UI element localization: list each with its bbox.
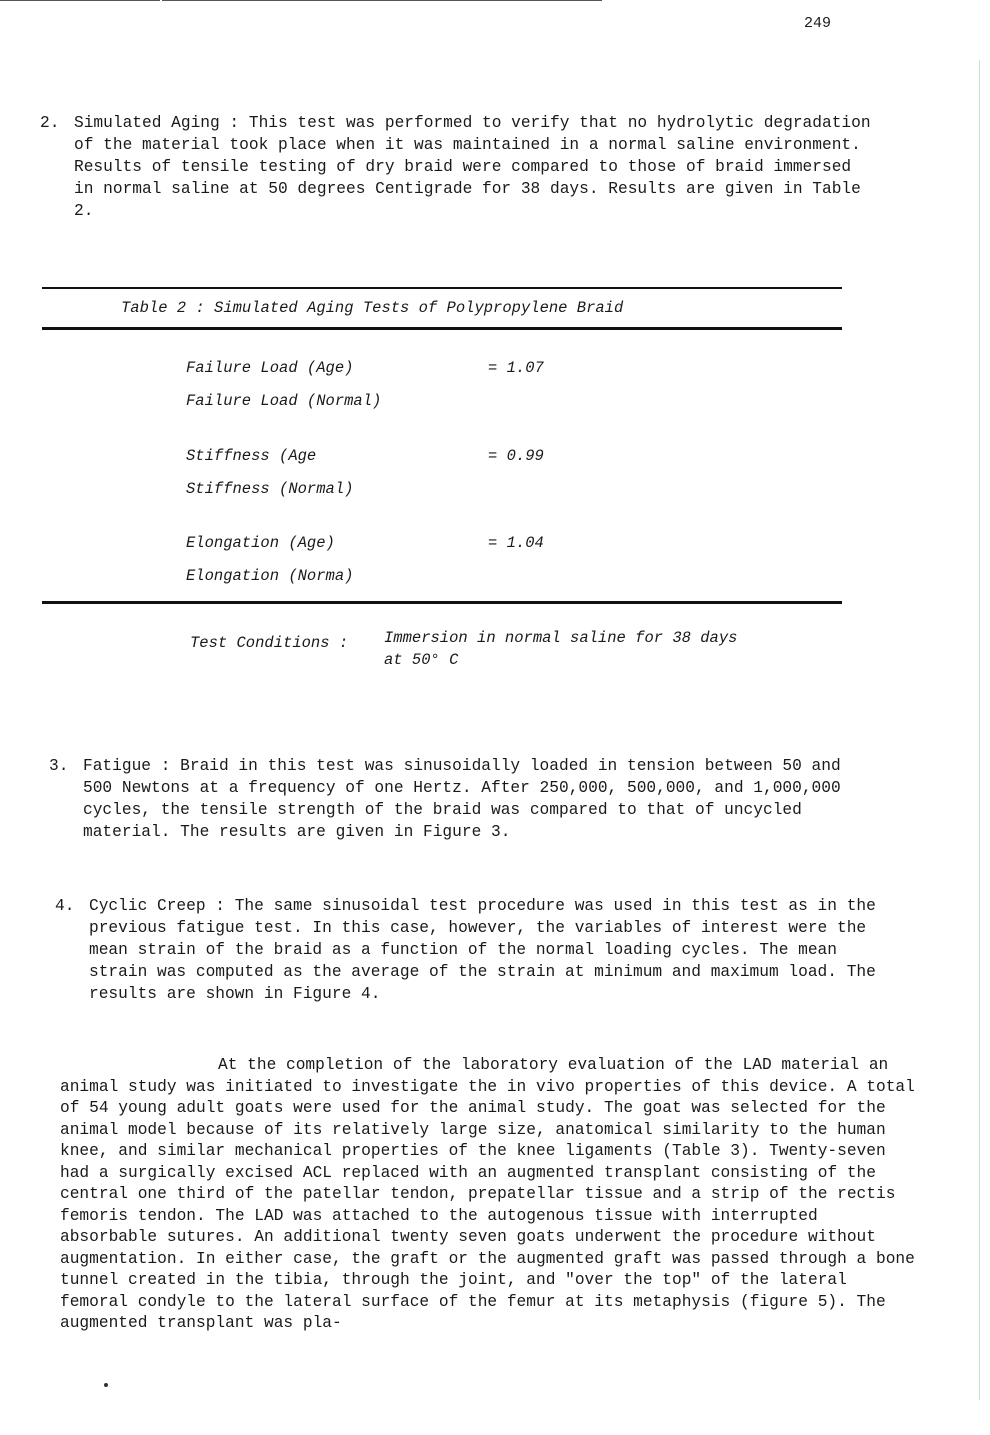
table-bottom-rule <box>42 601 842 604</box>
item-text: Cyclic Creep : The same sinusoidal test procedure was used in this test as in the previous fatigue test. In this case, however, the variables of interest were the mean strain of the braid as a function of the normal loading cycles. The mean strain was computed as the average of the strain at minimum and maximum load. The results are shown in Figure 4. <box>89 897 876 1003</box>
row-value: = 1.04 <box>488 534 544 552</box>
item-number: 2. <box>40 114 60 132</box>
table-header-rule <box>42 327 842 330</box>
item-simulated-aging <box>40 112 874 222</box>
item-text: Simulated Aging : This test was performed to verify that no hydrolytic degradation of the material took place when it was maintained in a normal saline environment. Results of tensile testing of dry braid were compared to those of braid immersed in normal saline at 50 degrees Centigrade for 38 days. Results are given in Table 2. <box>74 114 871 220</box>
body-paragraph: At the completion of the laboratory evaluation of the LAD material an animal study was initiated to investigate the in vivo properties of this device. A total of 54 young adult goats were used for the animal study. The goat was selected for the animal model because of its relatively large size, anatomical similarity to the human knee, and similar mechanical properties of the knee ligaments (Table 3). Twenty-seven had a surgically excised ACL replaced with an augmented transplant consisting of the central one third of the patellar tendon, prepatellar tissue and a strip of the rectis femoris tendon. The LAD was attached to the autogenous tissue with interrupted absorbable sutures. An additional twenty seven goats underwent the procedure without augmentation. In either case, the graft or the augmented graft was passed through a bone tunnel created in the tibia, through the joint, and "over the top" of the lateral femoral condyle to the lateral surface of the femur at its metaphysis (figure 5). The augmented transplant was pla- <box>60 1056 915 1332</box>
scan-edge-line <box>162 0 602 1</box>
item-number: 4. <box>55 897 75 915</box>
row-label: Stiffness (Age <box>186 447 317 465</box>
row-value: = 1.07 <box>488 359 544 377</box>
table-row <box>186 352 544 385</box>
item-number: 3. <box>49 757 69 775</box>
row-label: Stiffness (Normal) <box>186 480 354 498</box>
table-row <box>186 385 381 418</box>
row-label: Failure Load (Age) <box>186 359 354 377</box>
item-fatigue <box>49 755 863 843</box>
scan-edge-line <box>0 0 160 1</box>
page-number: 249 <box>804 15 832 32</box>
item-text: Fatigue : Braid in this test was sinusoidally loaded in tension between 50 and 500 Newtons at a frequency of one Hertz. After 250,000, 500,000, and 1,000,000 cycles, the tensile strength of the braid was compared to that of uncycled material. The results are given in Figure 3. <box>83 757 841 841</box>
row-label: Elongation (Age) <box>186 534 335 552</box>
scan-speck <box>104 1383 108 1387</box>
table-row <box>186 473 353 506</box>
table-row <box>186 527 544 560</box>
row-label: Elongation (Norma) <box>186 567 354 585</box>
table-row <box>186 440 544 473</box>
scan-edge-line <box>979 60 980 1400</box>
test-conditions-value: Immersion in normal saline for 38 days at 50° C <box>384 629 738 669</box>
table-top-rule <box>42 287 842 289</box>
row-value: = 0.99 <box>488 447 544 465</box>
item-cyclic-creep <box>55 895 879 1005</box>
table-caption: Table 2 : Simulated Aging Tests of Polypropylene Braid <box>121 299 624 317</box>
test-conditions-label: Test Conditions : <box>190 634 349 652</box>
table-row <box>186 560 353 593</box>
row-label: Failure Load (Normal) <box>186 392 382 410</box>
